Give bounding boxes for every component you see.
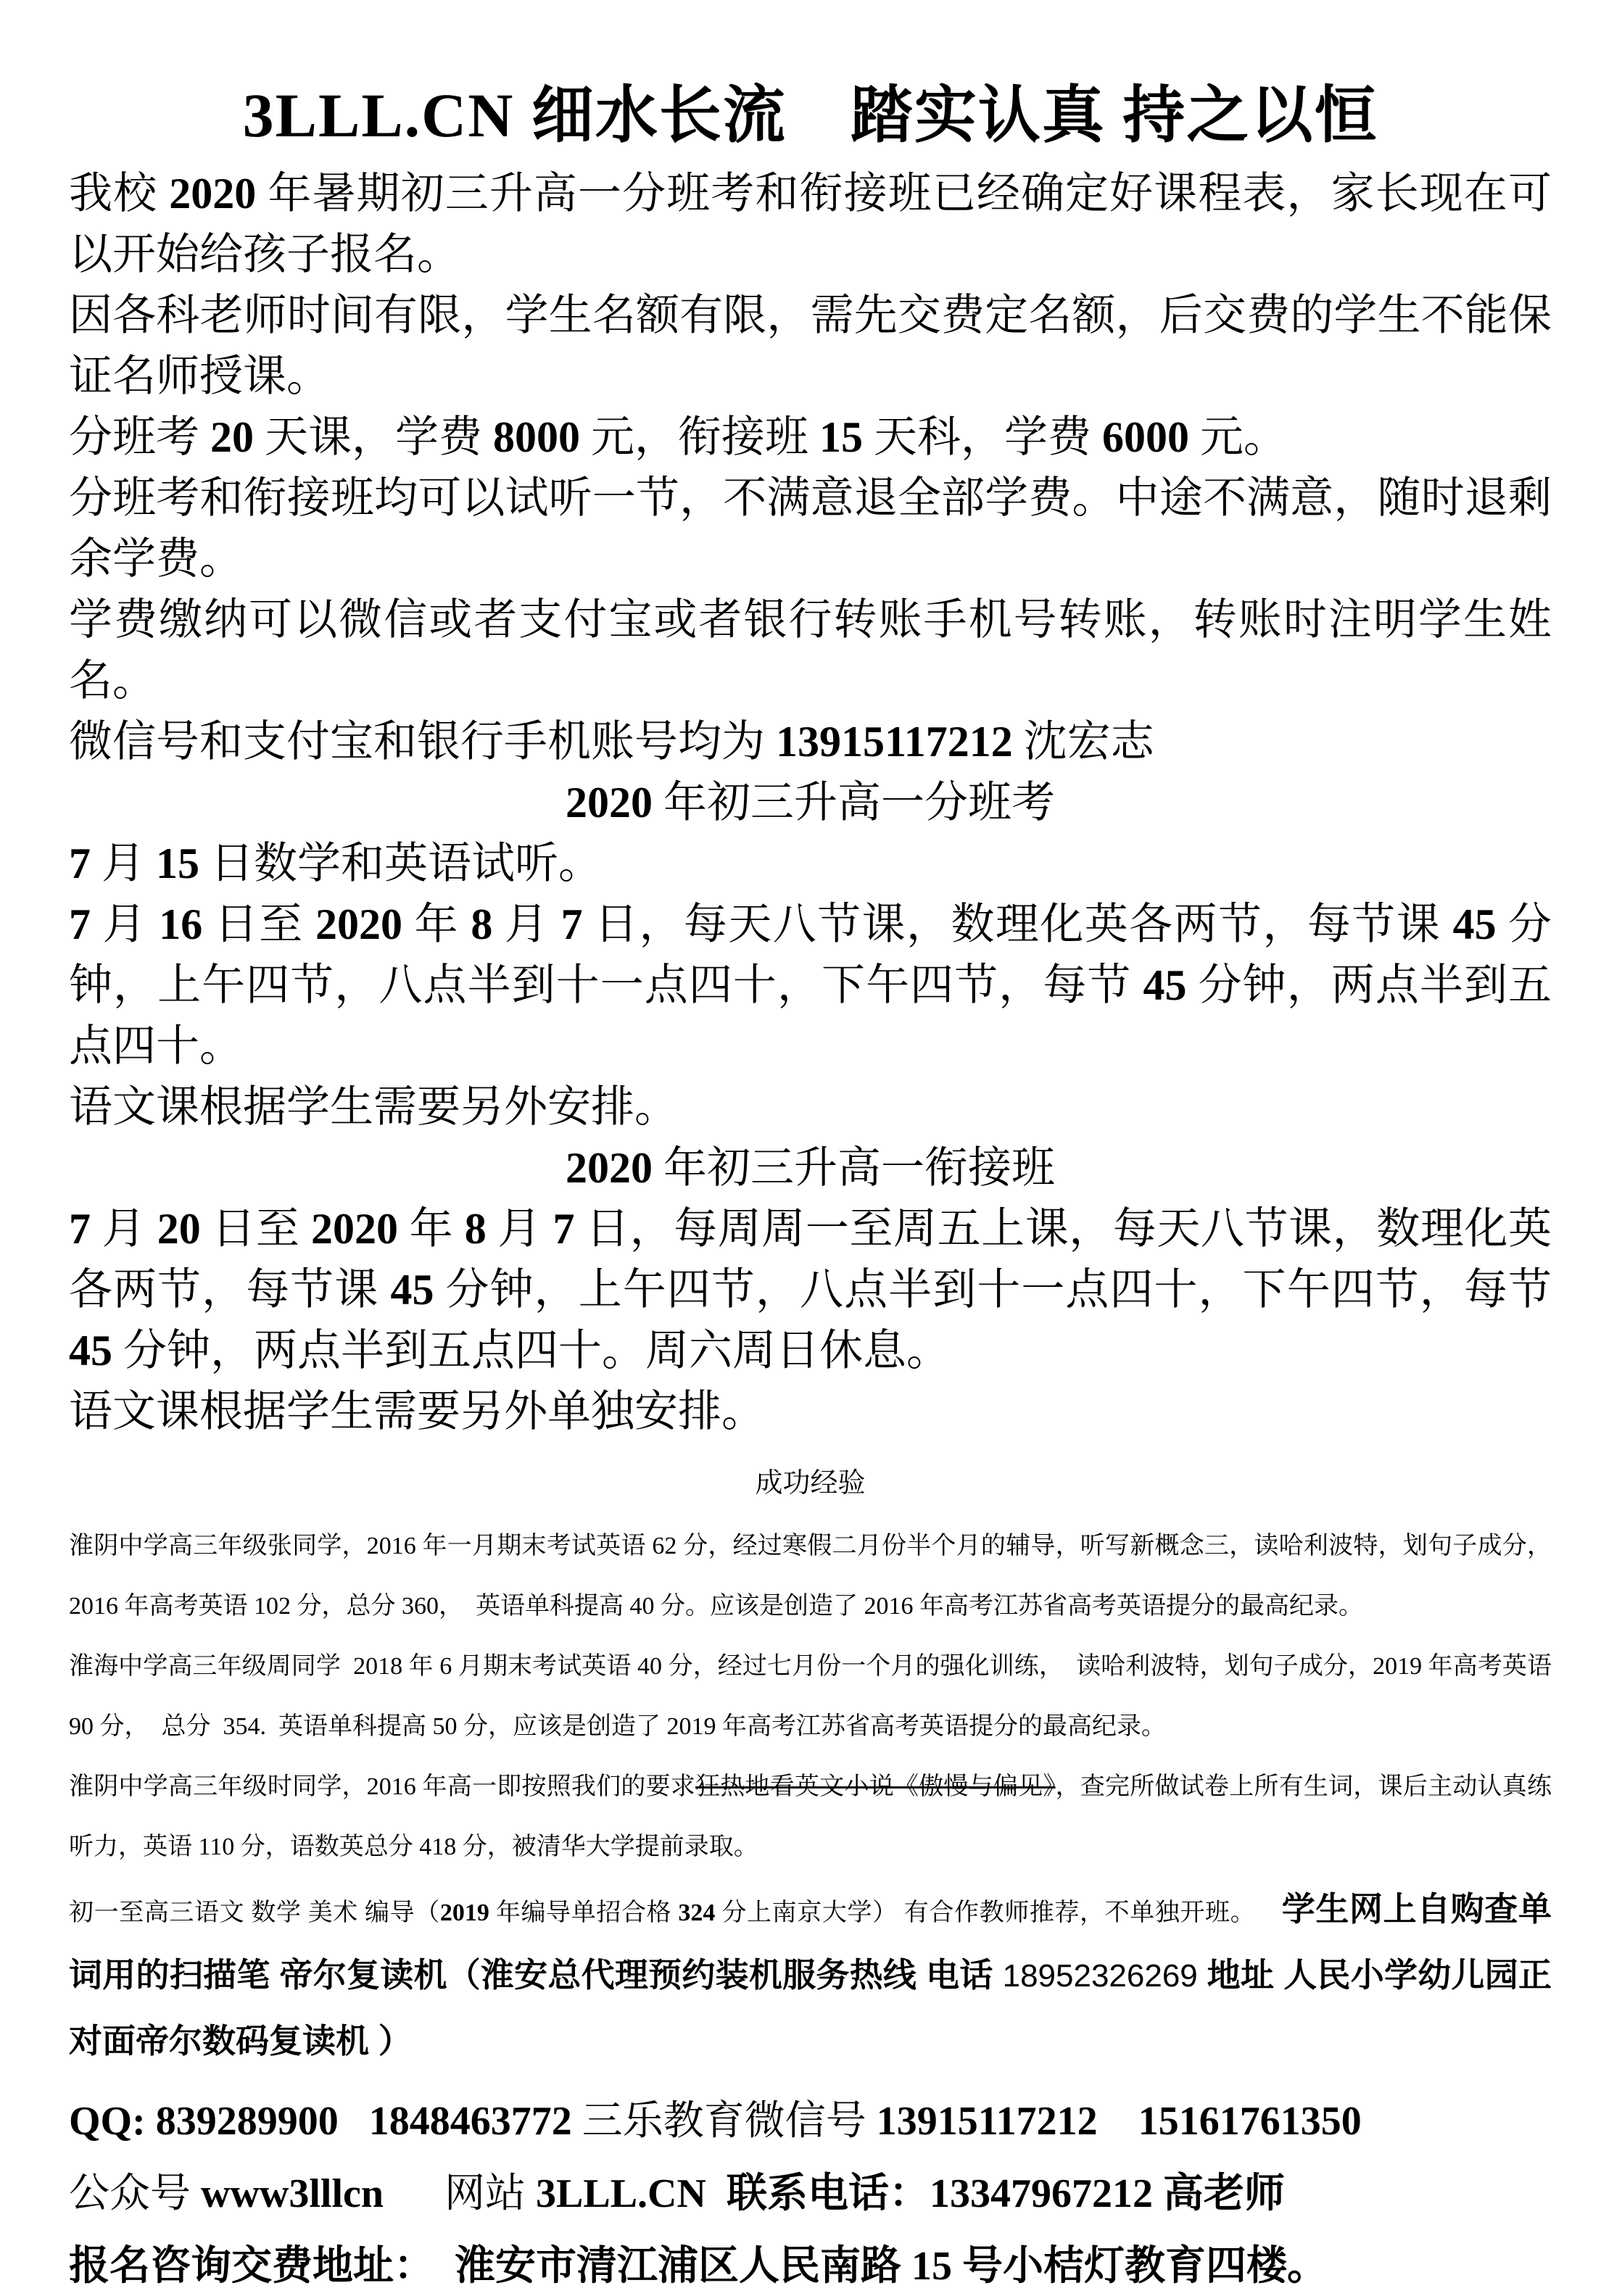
qq-contact-line-text (339, 2099, 369, 2144)
bridging-schedule-paragraph-text: 年 (398, 1205, 465, 1253)
bridging-class-heading (69, 1137, 1552, 1198)
refund-paragraph (69, 468, 1552, 589)
trial-lesson-paragraph-text: 7 (69, 840, 91, 888)
document-body (69, 163, 1552, 2296)
strikethrough-text: 狂热地看英文小说《傲慢与偏见》 (695, 1773, 1056, 1801)
intro-paragraph (69, 163, 1552, 285)
other-subjects-paragraph-text: 地址 人民小学幼儿园正对面帝尔数码复读机 ） (69, 1956, 1552, 2060)
wechat-website-line-text: 网站 (384, 2171, 536, 2217)
bridging-schedule-paragraph-text: 2020 (311, 1205, 399, 1253)
payment-account-paragraph-text: 微信号和支付宝和银行手机账号均为 (69, 718, 776, 766)
qq-contact-line (69, 2085, 1552, 2158)
bridging-class-heading-text: 年初三升高一衔接班 (653, 1144, 1055, 1193)
address-line (69, 2230, 1552, 2296)
other-subjects-paragraph-text: 324 (678, 1899, 716, 1927)
success-story-2 (69, 1636, 1552, 1757)
refund-paragraph-text: 分班考和衔接班均可以试听一节，不满意退全部学费。中途不满意，随时退剩余学费。 (69, 474, 1552, 584)
placement-schedule-paragraph-text: 45 (1452, 900, 1497, 949)
quota-paragraph-text: 因各科老师时间有限，学生名额有限，需先交费定名额，后交费的学生不能保证名师授课。 (69, 291, 1552, 401)
bridging-class-heading-text: 2020 (566, 1144, 653, 1193)
success-story-3 (69, 1757, 1552, 1877)
bridging-schedule-paragraph-text: 分钟，两点半到五点四十。周六周日休息。 (112, 1327, 950, 1375)
placement-exam-heading-text: 2020 (566, 779, 653, 827)
tuition-paragraph-text: 天课，学费 (254, 413, 493, 462)
qq-contact-line-text: 1848463772 (368, 2099, 572, 2144)
placement-schedule-paragraph-text: 年 (402, 900, 471, 949)
intro-paragraph-text: 我校 (69, 170, 170, 218)
qq-contact-line-text: 15161761350 (1138, 2099, 1362, 2144)
success-story-1 (69, 1516, 1552, 1636)
placement-schedule-paragraph-text: 日至 (202, 900, 316, 949)
tuition-paragraph-text: 15 (819, 413, 863, 462)
chinese-class-note2-paragraph-text: 语文课根据学生需要另外单独安排。 (69, 1388, 765, 1436)
qq-contact-line-text (1098, 2099, 1138, 2144)
quota-paragraph (69, 285, 1552, 407)
tuition-paragraph-text: 元。 (1189, 413, 1287, 462)
wechat-website-line-text: 3LLL.CN (536, 2171, 706, 2217)
placement-schedule-paragraph (69, 894, 1552, 1077)
tuition-paragraph-text: 6000 (1102, 413, 1189, 462)
placement-schedule-paragraph-text: 分钟，上午四节，八点半到十一点四十，下午四节，每节 (69, 900, 1552, 1010)
wechat-website-line-text: 公众号 (69, 2171, 201, 2217)
payment-account-paragraph (69, 711, 1552, 772)
payment-account-paragraph-text: 13915117212 (776, 718, 1013, 766)
wechat-website-line (69, 2158, 1552, 2230)
placement-schedule-paragraph-text: 月 (91, 900, 160, 949)
tuition-paragraph-text: 天科，学费 (863, 413, 1102, 462)
success-story-3-text: ，查完所做试卷上所有生词，课后主动认真练听力，英语 110 分，语数英总分 418 分，被清华大学提前录取。 (69, 1773, 1552, 1861)
qq-contact-line-text: QQ: 839289900 (69, 2099, 339, 2144)
placement-schedule-paragraph-text: 日，每天八节课，数理化英各两节，每节课 (582, 900, 1453, 949)
bridging-schedule-paragraph-text: 日，每周周一至周五上课，每天八节课，数理化英各两节，每节课 (69, 1205, 1552, 1314)
bridging-schedule-paragraph-text: 45 (69, 1327, 112, 1375)
chinese-class-note-paragraph (69, 1077, 1552, 1137)
other-subjects-paragraph (69, 1877, 1552, 2075)
bridging-schedule-paragraph-text: 日至 (200, 1205, 312, 1253)
bridging-schedule-paragraph-text: 45 (390, 1266, 434, 1314)
placement-exam-heading (69, 772, 1552, 833)
other-subjects-paragraph-text: 初一至高三语文 数学 美术 编导（ (69, 1899, 440, 1927)
bridging-schedule-paragraph-text: 月 (486, 1205, 553, 1253)
bridging-schedule-paragraph-text: 月 (91, 1205, 157, 1253)
chinese-class-note-paragraph-text: 语文课根据学生需要另外安排。 (69, 1083, 678, 1132)
placement-schedule-paragraph-text: 7 (69, 900, 91, 949)
other-subjects-paragraph-text: 年编导单招合格 (489, 1899, 679, 1927)
trial-lesson-paragraph-text: 15 (156, 840, 199, 888)
qq-contact-line-text: 13915117212 (876, 2099, 1098, 2144)
wechat-website-line-text: www3lllcn (201, 2171, 384, 2217)
trial-lesson-paragraph (69, 833, 1552, 894)
bridging-schedule-paragraph-text: 7 (553, 1205, 575, 1253)
bridging-schedule-paragraph-text: 20 (157, 1205, 201, 1253)
placement-schedule-paragraph-text: 8 (471, 900, 493, 949)
placement-schedule-paragraph-text: 7 (560, 900, 583, 949)
success-story-2-text: 淮海中学高三年级周同学 2018 年 6 月期末考试英语 40 分，经过七月份一个月的强化训练， 读哈利波特，划句子成分，2019 年高考英语 90 分， 总分 354. 英语单科提高 50 分，应该是创造了 2019 年高考江苏省高考英语提分的最高纪录。 (69, 1653, 1552, 1741)
success-stories-heading-text: 成功经验 (755, 1468, 866, 1499)
document-title: 3LLL.CN 细水长流 踏实认真 持之以恒 (242, 80, 1378, 150)
success-story-3-text: 淮阴中学高三年级时同学，2016 年高一即按照我们的要求 (69, 1773, 696, 1801)
placement-schedule-paragraph-text: 16 (159, 900, 203, 949)
wechat-website-line-text: 联系电话：13347967212 高老师 (726, 2171, 1285, 2217)
bridging-schedule-paragraph (69, 1198, 1552, 1381)
intro-paragraph-text: 2020 (169, 170, 257, 218)
intro-paragraph-text: 年暑期初三升高一分班考和衔接班已经确定好课程表，家长现在可以开始给孩子报名。 (69, 170, 1552, 279)
placement-schedule-paragraph-text: 2020 (315, 900, 403, 949)
placement-exam-heading-text: 年初三升高一分班考 (653, 779, 1055, 827)
placement-schedule-paragraph-text: 45 (1143, 961, 1187, 1010)
success-stories-heading (69, 1451, 1552, 1516)
bridging-schedule-paragraph-text: 8 (464, 1205, 487, 1253)
other-subjects-paragraph-text: 18952326269 (1002, 1958, 1198, 1994)
payment-method-paragraph-text: 学费缴纳可以微信或者支付宝或者银行转账手机号转账，转账时注明学生姓名。 (69, 596, 1552, 705)
tuition-paragraph-text: 20 (210, 413, 254, 462)
tuition-paragraph-text: 元，衔接班 (580, 413, 819, 462)
chinese-class-note2-paragraph (69, 1381, 1552, 1442)
trial-lesson-paragraph-text: 月 (91, 840, 156, 888)
placement-schedule-paragraph-text: 月 (492, 900, 561, 949)
tuition-paragraph-text: 8000 (493, 413, 580, 462)
wechat-website-line-text (706, 2171, 727, 2216)
placement-schedule-paragraph-text: 分钟，两点半到五点四十。 (69, 961, 1552, 1071)
tuition-paragraph-text: 分班考 (69, 413, 210, 462)
address-line-text: 报名咨询交费地址： 淮安市清江浦区人民南路 15 号小桔灯教育四楼。 (69, 2244, 1328, 2289)
bridging-schedule-paragraph-text: 7 (69, 1205, 91, 1253)
other-subjects-paragraph-text: 学生网上自购查单词用的扫描笔 帝尔复读机（淮安总代理预约装机服务热线 电话 (69, 1890, 1552, 1994)
other-subjects-paragraph-text: 2019 (439, 1899, 489, 1927)
trial-lesson-paragraph-text: 日数学和英语试听。 (199, 840, 602, 888)
other-subjects-paragraph-text: 分上南京大学） 有合作教师推荐，不单独开班。 (715, 1899, 1282, 1927)
tuition-paragraph (69, 407, 1552, 468)
success-story-1-text: 淮阴中学高三年级张同学，2016 年一月期末考试英语 62 分，经过寒假二月份半个月的辅导，听写新概念三，读哈利波特，划句子成分，2016 年高考英语 102 分，总分 360， 英语单科提高 40 分。应该是创造了 2016 年高考江苏省高考英语提分的最高纪录。 (69, 1533, 1552, 1620)
qq-contact-line-text: 三乐教育微信号 (571, 2099, 877, 2144)
bridging-schedule-paragraph-text: 分钟，上午四节，八点半到十一点四十，下午四节，每节 (434, 1266, 1552, 1314)
payment-method-paragraph (69, 589, 1552, 711)
payment-account-paragraph-text: 沈宏志 (1012, 718, 1154, 766)
